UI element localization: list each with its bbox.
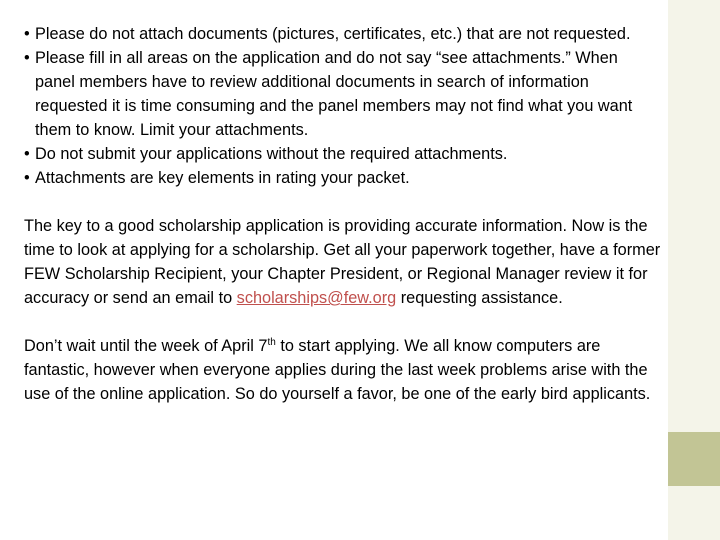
email-link[interactable]: scholarships@few.org xyxy=(236,289,397,307)
decorative-sidebar xyxy=(666,0,720,540)
sidebar-panel-top xyxy=(668,0,720,432)
bullet-icon: • xyxy=(24,169,30,187)
bullet-icon: • xyxy=(24,145,30,163)
bullet-text: Please fill in all areas on the application and do not say “see attachments.” When panel members have to review additional documents in search of information requested it is time consuming and the panel members may not find what you want them to know. Limit your attachments. xyxy=(35,49,633,139)
date-superscript: th xyxy=(267,337,276,348)
scholarship-paragraph xyxy=(24,214,662,310)
bullet-text: Attachments are key elements in rating your packet. xyxy=(35,169,410,187)
bullet-item xyxy=(24,142,662,166)
bullet-list xyxy=(24,22,662,190)
bullet-item xyxy=(24,166,662,190)
paragraph-text: to start applying. We all know computers are fantastic, however when everyone applies during the last week problems arise with the use of the online application. So do yourself a favor, be one of the early bird applicants. xyxy=(24,337,651,403)
sidebar-panel-bottom xyxy=(668,486,720,540)
bullet-item xyxy=(24,46,662,142)
bullet-item xyxy=(24,22,662,46)
paragraph-text: requesting assistance. xyxy=(396,289,563,307)
deadline-paragraph xyxy=(24,334,662,406)
paragraph-text: The key to a good scholarship application is providing accurate information. Now is the time to look at applying for a scholarship. Get all your paperwork together, have a former FEW Scholarship Recipient, your Chapter President, or Regional Manager review it for accuracy or send an email to xyxy=(24,217,661,307)
bullet-icon: • xyxy=(24,25,30,43)
bullet-text: Please do not attach documents (pictures, certificates, etc.) that are not requested. xyxy=(35,25,631,43)
paragraph-text: Don’t wait until the week of April 7 xyxy=(24,337,268,355)
slide-content xyxy=(24,22,662,406)
bullet-icon: • xyxy=(24,49,30,67)
bullet-text: Do not submit your applications without the required attachments. xyxy=(35,145,508,163)
sidebar-accent-block xyxy=(668,432,720,486)
